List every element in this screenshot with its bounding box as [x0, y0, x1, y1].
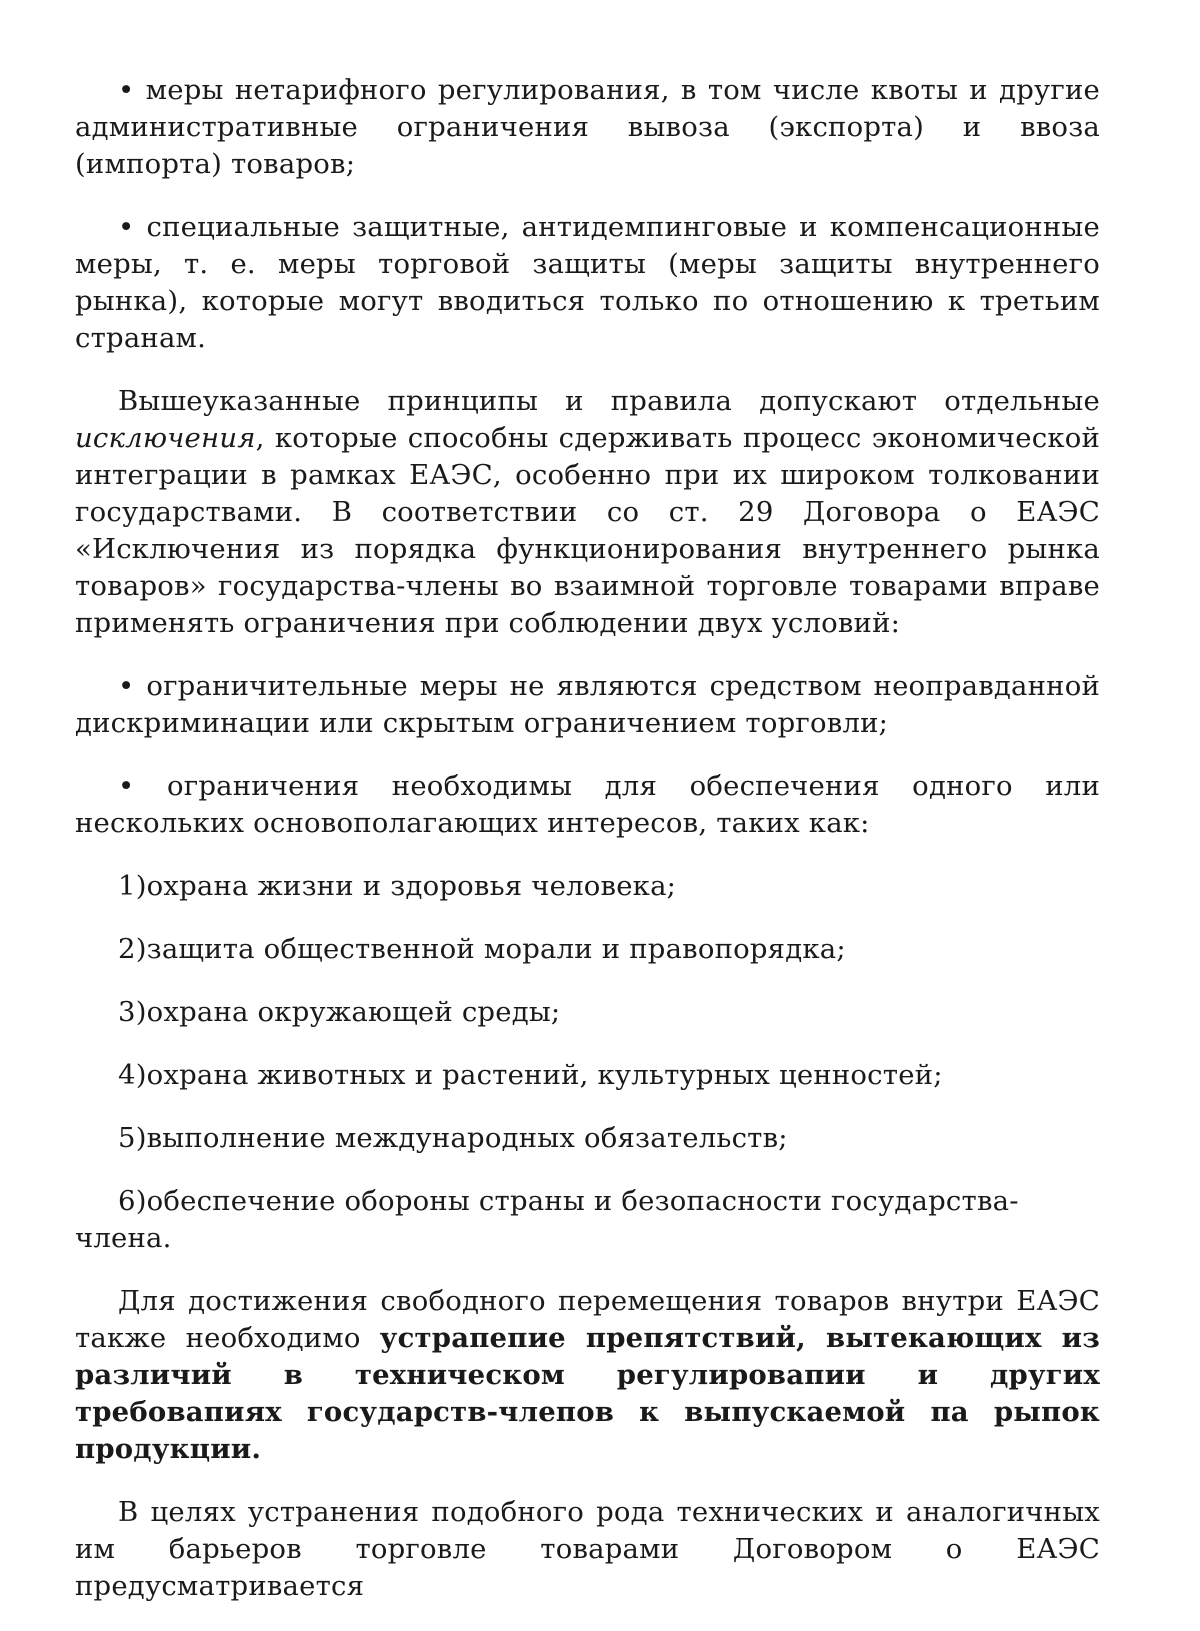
document-page	[75, 72, 1100, 1631]
numbered-item-3: 3)охрана окружающей среды;	[118, 996, 561, 1028]
numbered-item-2: 2)защита общественной морали и правопорядка;	[118, 933, 846, 965]
numbered-item-1: 1)охрана жизни и здоровья человека;	[118, 870, 677, 902]
numbered-item-5: 5)выполнение международных обязательств;	[118, 1122, 788, 1154]
exceptions-text-before: Вышеуказанные принципы и правила допускают отдельные	[118, 385, 1100, 417]
bullet-trade-protection: • специальные защитные, антидемпинговые и компенсационные меры, т. е. меры торговой защиты (меры защиты внутреннего рынка), которые могут вводиться только по отношению к третьим странам.	[75, 211, 1100, 354]
exceptions-emphasis: исключения	[75, 422, 256, 454]
barriers-text-before: Для достижения свободного перемещения товаров внутри ЕАЭС также необходимо	[75, 1285, 1100, 1354]
numbered-item-6: 6)обеспечение обороны страны и безопасности государства-члена.	[75, 1185, 1019, 1254]
paragraph-barriers	[75, 1283, 1100, 1468]
barriers-bold-text: устрапепие препятствий, вытекающих из различий в техническом регулировапии и других требовапиях государств-члепов к выпускаемой па рыпок продукции.	[75, 1322, 1100, 1465]
bullet-nontariff: • меры нетарифного регулирования, в том числе квоты и другие административные ограничения вывоза (экспорта) и ввоза (импорта) товаров;	[75, 74, 1100, 180]
paragraph-last: В целях устранения подобного рода технических и аналогичных им барьеров торговле товарами Договором о ЕАЭС предусматривается	[75, 1496, 1100, 1602]
bullet-condition-discrimination: • ограничительные меры не являются средством неоправданной дискриминации или скрытым ограничением торговли;	[75, 670, 1100, 739]
numbered-item-4: 4)охрана животных и растений, культурных ценностей;	[118, 1059, 943, 1091]
exceptions-text-after: , которые способны сдерживать процесс экономической интеграции в рамках ЕАЭС, особенно при их широком толковании государствами. В соответствии со ст. 29 Договора о ЕАЭС «Исключения из порядка функционирования внутреннего рынка товаров» государства-члены во взаимной торговле товарами вправе применять ограничения при соблюдении двух условий:	[75, 422, 1100, 639]
bullet-condition-interests: • ограничения необходимы для обеспечения одного или нескольких основополагающих интересов, таких как:	[75, 770, 1100, 839]
paragraph-exceptions	[75, 383, 1100, 642]
